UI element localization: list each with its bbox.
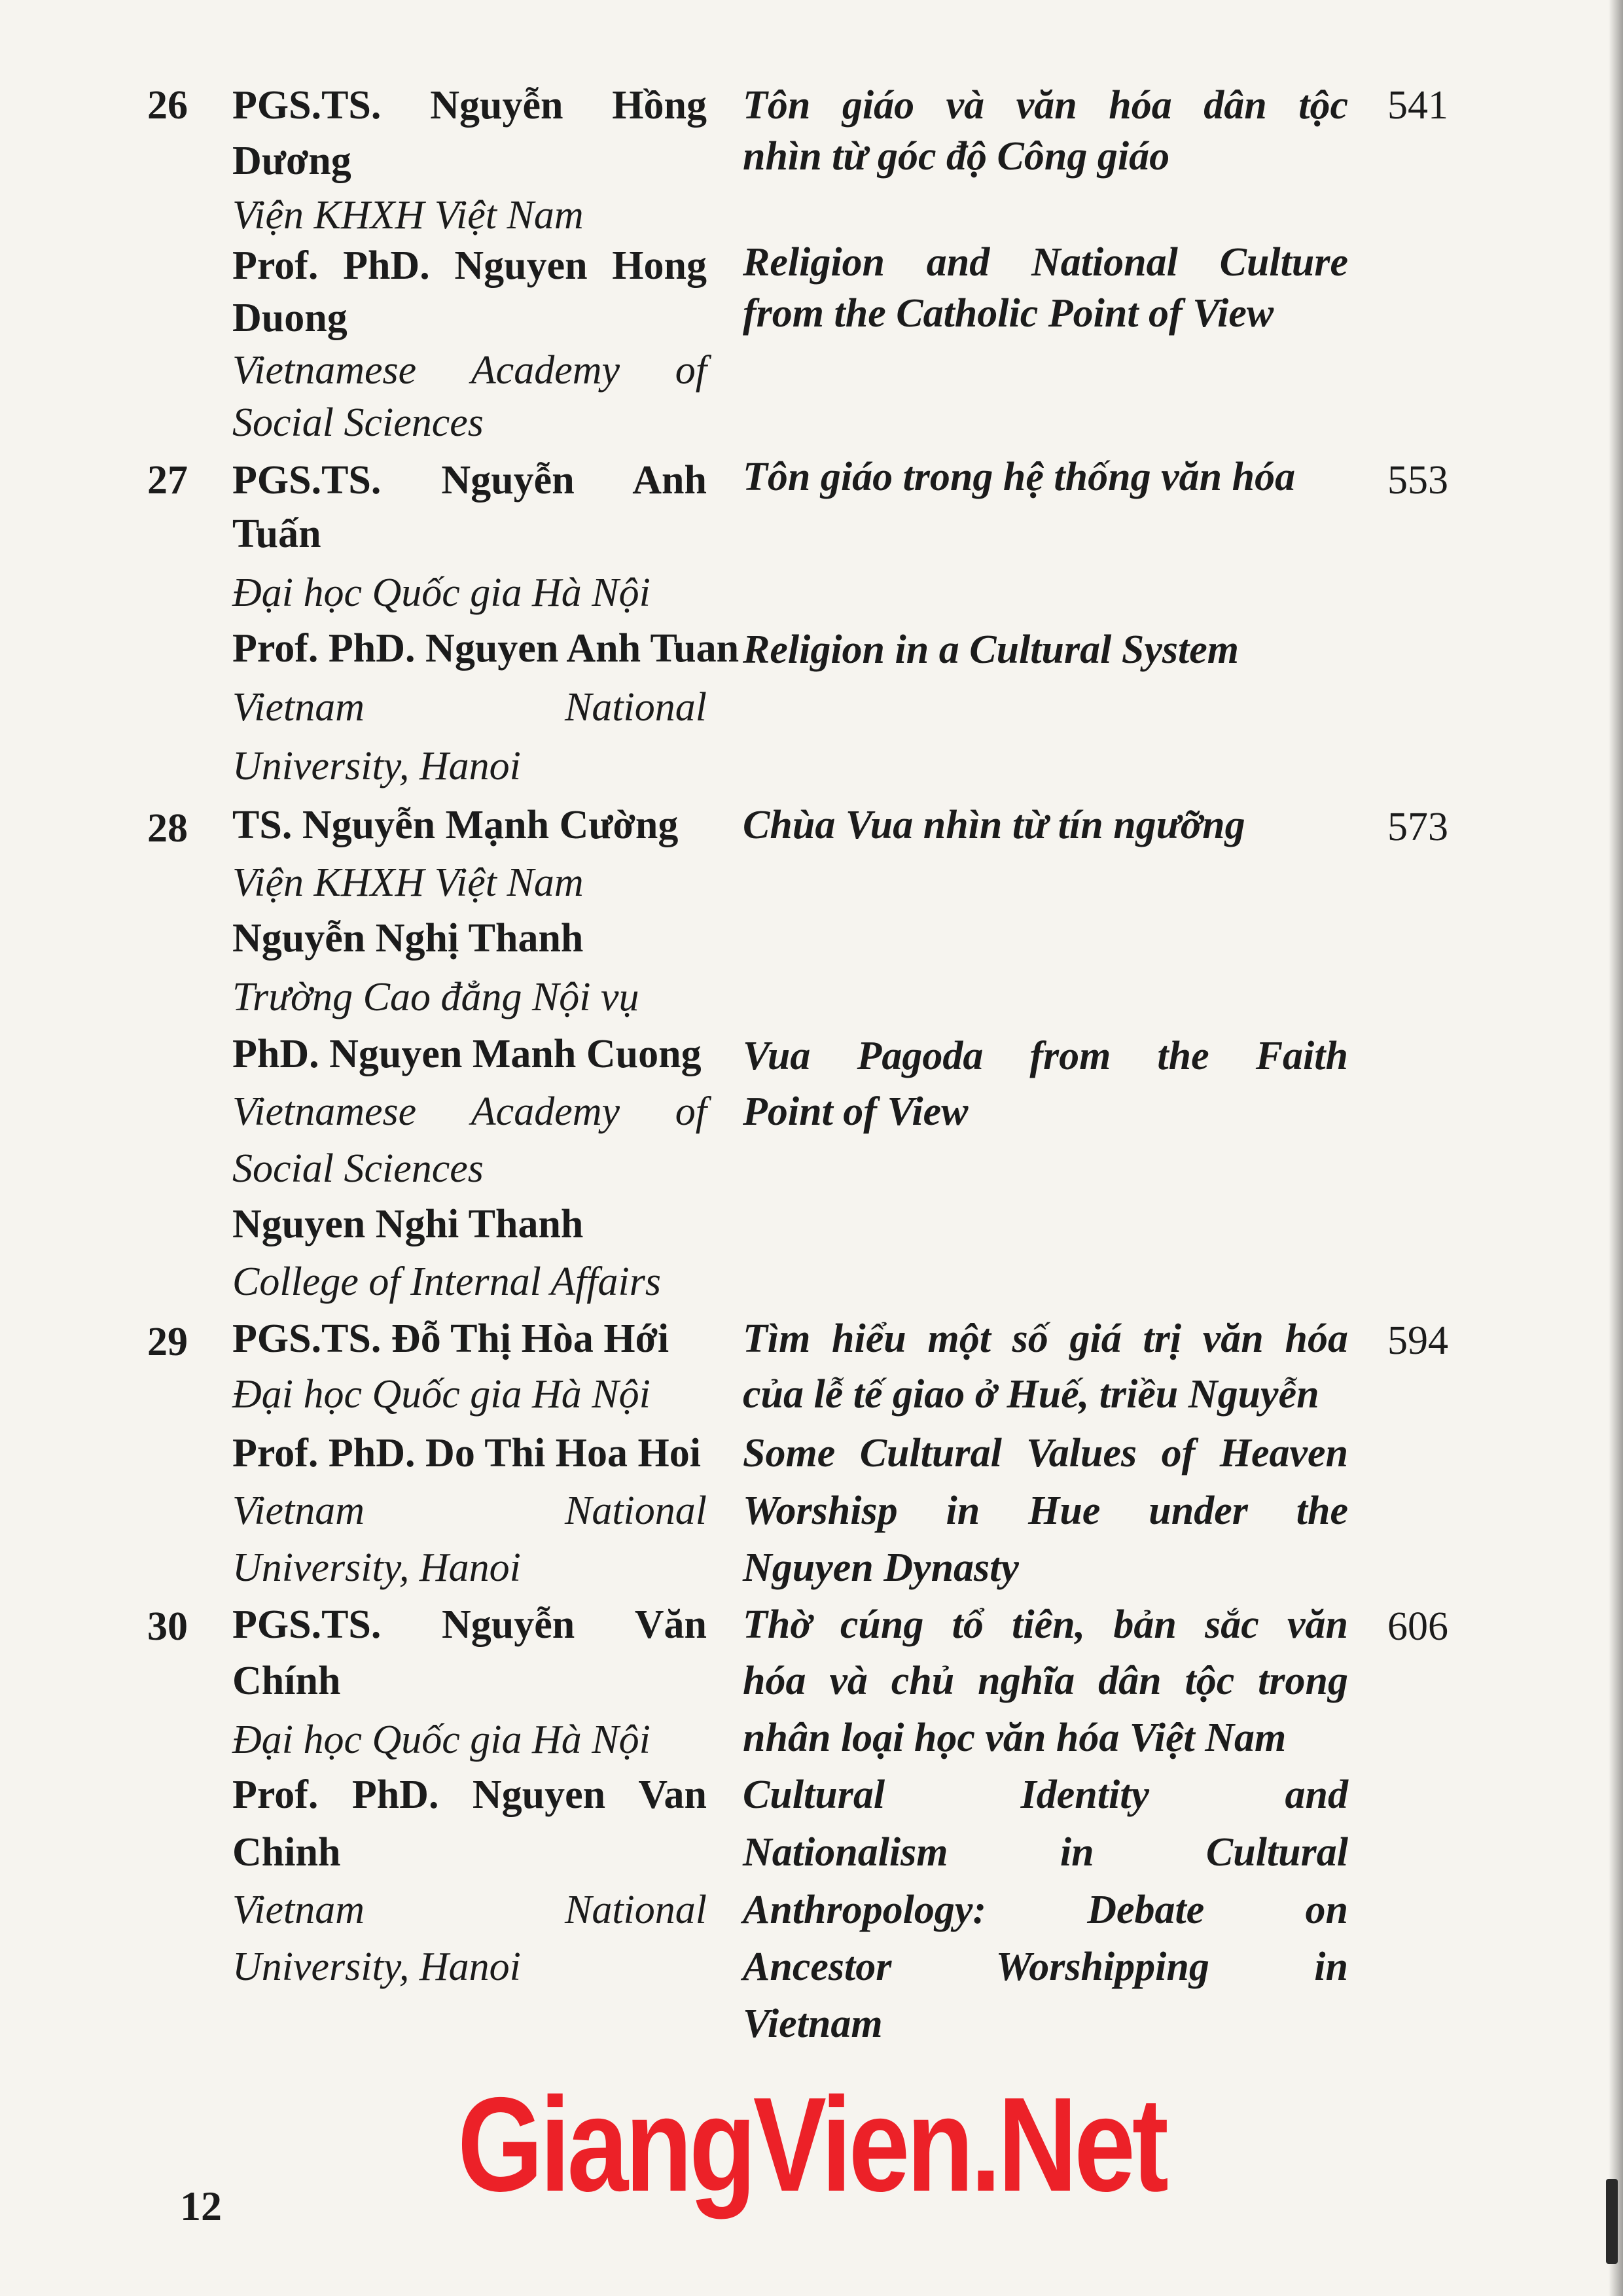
entry-number: 28 (147, 806, 188, 851)
author-name-vi: PGS.TS. Nguyễn Anh (232, 458, 707, 503)
author-name-en: Prof. PhD. Do Thi Hoa Hoi (232, 1431, 701, 1475)
title-en: Worshisp in Hue under the (743, 1489, 1348, 1533)
title-en: Religion in a Cultural System (743, 627, 1239, 672)
title-vi: Thờ cúng tổ tiên, bản sắc văn (743, 1602, 1348, 1647)
page-reference: 573 (1387, 805, 1448, 849)
title-en: from the Catholic Point of View (743, 291, 1274, 336)
title-en: Cultural Identity and (743, 1773, 1348, 1817)
title-en: Religion and National Culture (743, 240, 1348, 285)
author-affiliation-vi: Trường Cao đẳng Nội vụ (232, 975, 639, 1019)
title-en: Ancestor Worshipping in (743, 1945, 1348, 1989)
title-vi: Tôn giáo trong hệ thống văn hóa (743, 455, 1296, 499)
author-name-vi: Nguyễn Nghị Thanh (232, 916, 584, 961)
title-en: Vietnam (743, 2002, 883, 2046)
entry-number: 30 (147, 1604, 188, 1649)
author-name-en: PhD. Nguyen Manh Cuong (232, 1032, 702, 1076)
title-vi: Tìm hiểu một số giá trị văn hóa (743, 1316, 1348, 1361)
author-name-vi: PGS.TS. Nguyễn Hồng (232, 83, 707, 128)
author-name-en: Prof. PhD. Nguyen Hong (232, 243, 707, 288)
author-affiliation-en: University, Hanoi (232, 1545, 521, 1590)
author-name-en: Prof. PhD. Nguyen Van (232, 1773, 707, 1817)
author-name-vi: TS. Nguyễn Mạnh Cường (232, 803, 679, 847)
author-affiliation-vi: Viện KHXH Việt Nam (232, 860, 584, 905)
author-affiliation-en: College of Internal Affairs (232, 1260, 661, 1304)
author-affiliation-vi: Đại học Quốc gia Hà Nội (232, 571, 651, 615)
author-name-en: Prof. PhD. Nguyen Anh Tuan (232, 626, 740, 671)
page-reference: 541 (1387, 83, 1448, 128)
page-reference: 553 (1387, 458, 1448, 503)
entry-number: 27 (147, 458, 188, 503)
page-edge-shadow (1609, 0, 1623, 2296)
title-en: Some Cultural Values of Heaven (743, 1431, 1348, 1475)
title-en: Vua Pagoda from the Faith (743, 1034, 1348, 1078)
author-name-en: Chinh (232, 1830, 341, 1875)
title-vi: nhìn từ góc độ Công giáo (743, 134, 1170, 179)
title-vi: nhân loại học văn hóa Việt Nam (743, 1716, 1287, 1760)
author-affiliation-en: Vietnam National (232, 685, 707, 730)
author-name-en: Nguyen Nghi Thanh (232, 1202, 584, 1246)
author-affiliation-en: Vietnamese Academy of (232, 348, 707, 393)
author-affiliation-vi: Đại học Quốc gia Hà Nội (232, 1372, 651, 1417)
title-en: Nguyen Dynasty (743, 1545, 1019, 1590)
binding-mark (1606, 2179, 1618, 2264)
author-affiliation-en: University, Hanoi (232, 744, 521, 788)
entry-number: 29 (147, 1320, 188, 1364)
author-affiliation-en: Social Sciences (232, 400, 484, 445)
author-affiliation-en: University, Hanoi (232, 1945, 521, 1989)
title-vi: của lễ tế giao ở Huế, triều Nguyễn (743, 1372, 1319, 1417)
author-affiliation-en: Vietnamese Academy of (232, 1089, 707, 1134)
title-vi: hóa và chủ nghĩa dân tộc trong (743, 1659, 1348, 1703)
title-vi: Tôn giáo và văn hóa dân tộc (743, 83, 1348, 128)
author-name-vi: PGS.TS. Nguyễn Văn (232, 1602, 707, 1647)
author-affiliation-en: Vietnam National (232, 1489, 707, 1533)
author-name-vi: Chính (232, 1659, 341, 1703)
author-affiliation-en: Vietnam National (232, 1888, 707, 1932)
title-en: Nationalism in Cultural (743, 1830, 1348, 1875)
page-reference: 594 (1387, 1318, 1448, 1363)
page-number: 12 (180, 2183, 222, 2229)
author-name-vi: PGS.TS. Đỗ Thị Hòa Hới (232, 1316, 669, 1361)
author-name-vi: Dương (232, 139, 351, 183)
author-name-vi: Tuấn (232, 512, 321, 556)
title-en: Anthropology: Debate on (743, 1888, 1348, 1932)
site-watermark: GiangVien.Net (457, 2070, 1166, 2219)
author-affiliation-vi: Đại học Quốc gia Hà Nội (232, 1718, 651, 1762)
title-vi: Chùa Vua nhìn từ tín ngưỡng (743, 803, 1245, 847)
author-affiliation-vi: Viện KHXH Việt Nam (232, 193, 584, 238)
author-name-en: Duong (232, 296, 348, 340)
author-affiliation-en: Social Sciences (232, 1146, 484, 1191)
entry-number: 26 (147, 83, 188, 128)
page-reference: 606 (1387, 1604, 1448, 1649)
title-en: Point of View (743, 1089, 969, 1134)
